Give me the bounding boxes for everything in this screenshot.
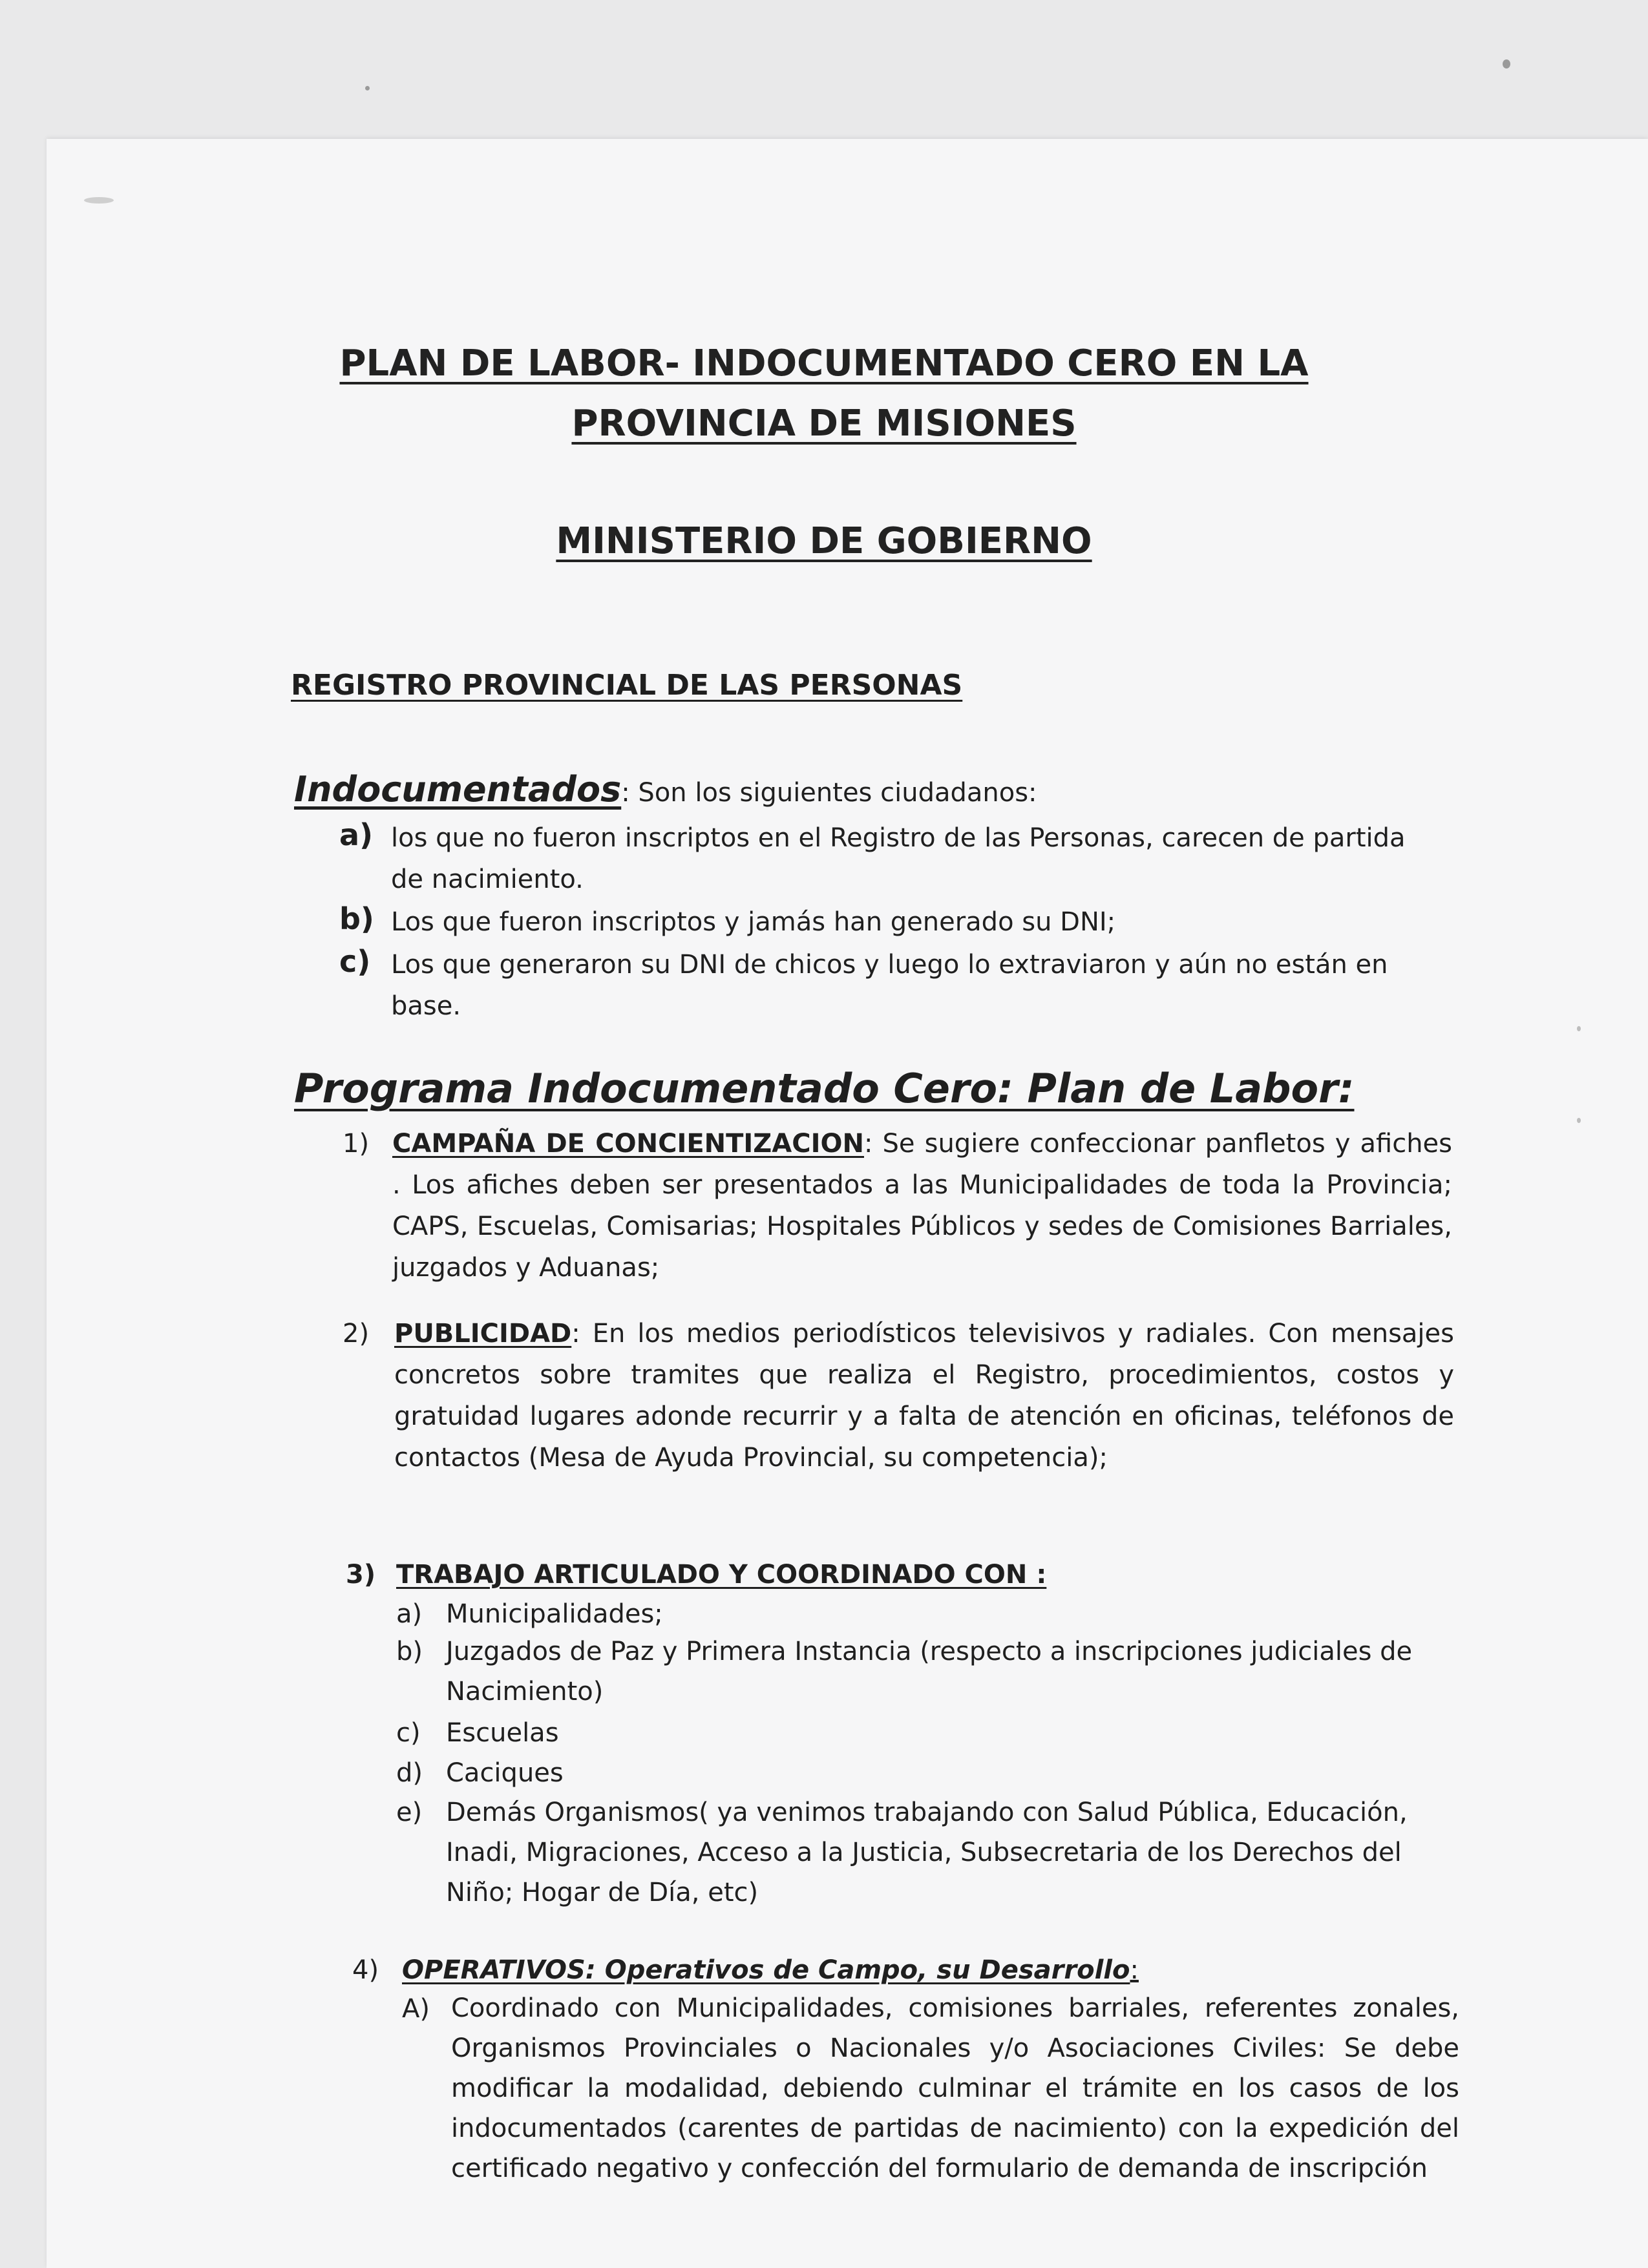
program-item-label: TRABAJO ARTICULADO Y COORDINADO CON : [396, 1560, 1047, 1590]
document-title-line2: PROVINCIA DE MISIONES [571, 403, 1077, 445]
subitem-text: Municipalidades; [446, 1599, 663, 1629]
registry-heading: REGISTRO PROVINCIAL DE LAS PERSONAS [291, 669, 963, 702]
program-item-label: PUBLICIDAD [394, 1319, 572, 1349]
program-item-colon: : [1130, 1955, 1139, 1985]
subitem-marker: b) [396, 1637, 423, 1666]
subitem-text: Niño; Hogar de Día, etc) [446, 1878, 759, 1907]
subitem-marker: A) [402, 1994, 430, 2024]
subitem-text: Inadi, Migraciones, Acceso a la Justicia, Subsecretaria de los Derechos del [446, 1838, 1402, 1867]
definition-marker: c) [339, 944, 371, 979]
subitem-text: Escuelas [446, 1718, 559, 1748]
program-heading: Programa Indocumentado Cero: Plan de Labor: [294, 1065, 1355, 1112]
definition-marker: b) [339, 901, 374, 936]
document-title-line1: PLAN DE LABOR- INDOCUMENTADO CERO EN LA [339, 342, 1309, 384]
definition-item-text: Los que fueron inscriptos y jamás han generado su DNI; [391, 907, 1116, 937]
definition-marker: a) [339, 817, 374, 852]
subitem-text: Juzgados de Paz y Primera Instancia (respecto a inscripciones judiciales de [446, 1637, 1413, 1666]
program-item-publicidad [394, 1313, 1454, 1478]
scan-speck [1577, 1118, 1581, 1123]
program-item-marker: 3) [346, 1560, 376, 1590]
subitem-text: Nacimiento) [446, 1677, 604, 1706]
subitem-marker: a) [396, 1599, 423, 1629]
program-item-marker: 1) [343, 1129, 370, 1159]
definition-item-text: de nacimiento. [391, 865, 584, 894]
definition-item-text: base. [391, 991, 461, 1021]
subitem-text: Caciques [446, 1758, 564, 1788]
scan-speck [1577, 1026, 1581, 1031]
subitem-marker: c) [396, 1718, 421, 1748]
definition-term: Indocumentados [294, 769, 622, 810]
program-item-label: OPERATIVOS: Operativos de Campo, su Desarrollo [402, 1955, 1130, 1985]
subitem-text-operativos: Coordinado con Municipalidades, comisiones barriales, referentes zonales, Organismos Provinciales o Nacionales y/o Asociaciones Civiles: Se debe modificar la modalidad, debiendo culminar el trámite en los casos de los indocumentados (carentes de partidas de nacimiento) con la expedición del certificado negativo y confección del formulario de demanda de inscripción [451, 1993, 1459, 2183]
definition-item-text: Los que generaron su DNI de chicos y luego lo extraviaron y aún no están en [391, 950, 1388, 980]
definition-intro: : Son los siguientes ciudadanos: [621, 778, 1037, 808]
program-item-label: CAMPAÑA DE CONCIENTIZACION [392, 1129, 864, 1159]
program-item-text: : En los medios periodísticos televisivos y radiales. Con mensajes concretos sobre tramites que realiza el Registro, procedimientos, costos y gratuidad lugares adonde recurrir y a falta de atención en oficinas, teléfonos de contactos (Mesa de Ayuda Provincial, su competencia); [394, 1319, 1454, 1473]
scan-speck [365, 86, 370, 90]
program-item-campana [392, 1123, 1452, 1288]
program-item-marker: 2) [343, 1319, 370, 1349]
ministry-heading: MINISTERIO DE GOBIERNO [556, 520, 1092, 562]
subitem-marker: e) [396, 1798, 423, 1827]
program-item-marker: 4) [352, 1955, 379, 1985]
program-item-operativos [402, 1949, 1139, 1991]
subitem-text: Demás Organismos( ya venimos trabajando con Salud Pública, Educación, [446, 1798, 1408, 1827]
definition-item-text: los que no fueron inscriptos en el Registro de las Personas, carecen de partida [391, 823, 1406, 853]
scan-speck [1503, 59, 1510, 68]
scan-speck [84, 197, 114, 204]
subitem-marker: d) [396, 1758, 423, 1788]
program-item-text: : Se sugiere confeccionar panfletos y afiches . Los afiches deben ser presentados a las Municipalidades de toda la Provincia; CAPS, Escuelas, Comisarias; Hospitales Públicos y sedes de Comisiones Barriales, juzgados y Aduanas; [392, 1129, 1452, 1283]
definition-line [294, 769, 1037, 814]
